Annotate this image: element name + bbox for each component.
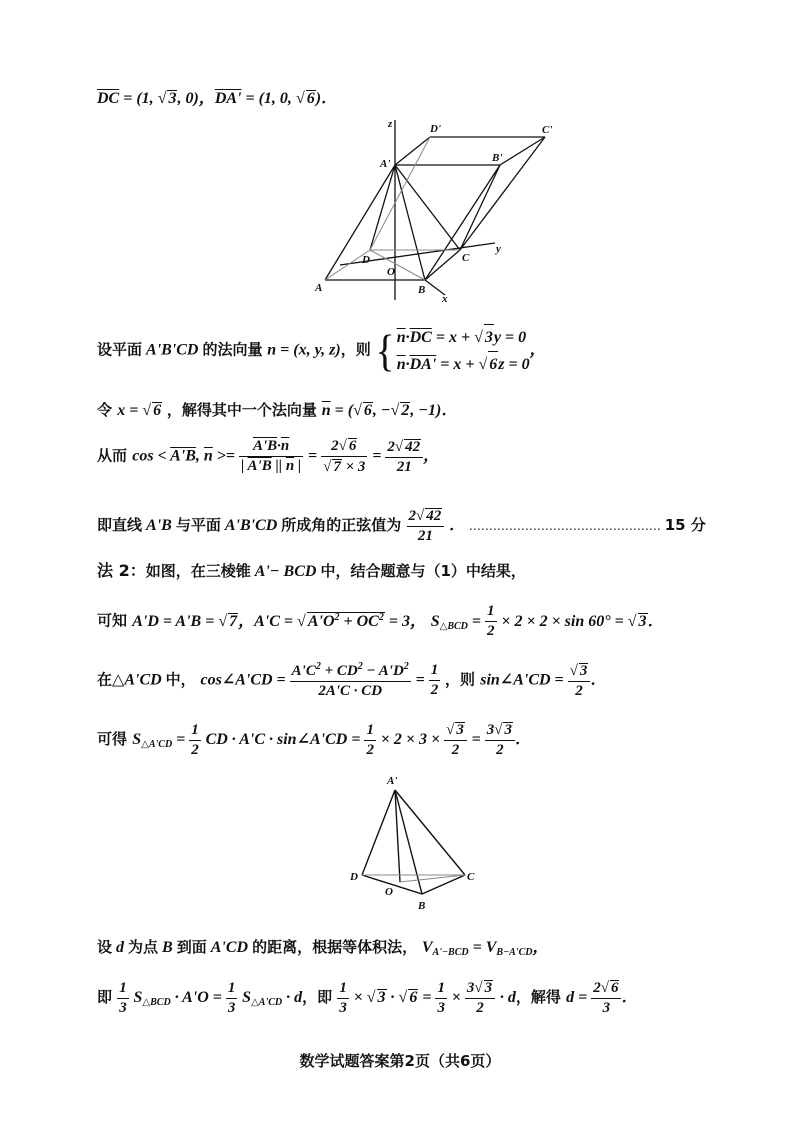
distance-solution-line: 即 $\frac{1}{3}$ $S_{\triangle BCD} \cdot A'O$ = $\frac{1}{3}$ $S_{\triangle A'CD} \cdot d$，即 $\frac{1}{3}$ × √ 3 · √ 6 = $\frac{1}{3}$ × $\frac{3√ 3}{2}$ · d，解得 d = $\frac{2√ 6}{3}$ ． [97, 979, 638, 1016]
parallelepiped-figure [310, 115, 570, 305]
area-ACD-line: 可得 $S_{\triangle A'CD}$ = $\frac{1}{2}$ CD · A'C · sin∠A'CD = $\frac{1}{2}$ × 2 × 3 × $\frac{√ 3}{2}$ = $\frac{3√ 3}{2}$ ． [97, 721, 531, 758]
page-footer: 数学试题答案第2页（共6页） [299, 1052, 501, 1070]
sine-result-line: 即直线 A'B 与平面 A'B'CD 所成角的正弦值为 $\frac{2√ 42}{21}$ ． ………………………………………… 15 分 [97, 508, 706, 544]
edge-DpD [370, 137, 430, 250]
normal-vector-line: 设平面 A'B'CD 的法向量 n = (x, y, z)，则 { $\overline{n}\cdot\overline{DC} = x$ + √ 3y = 0 $\overline{n}\cdot DA' = x$ + √ 6z = 0 ， [97, 324, 546, 377]
method2-heading-line: 法 2：如图，在三棱锥 A'− BCD 中，结合题意与（1）中结果， [97, 561, 526, 580]
label-C: C [462, 252, 470, 264]
label-D: D [350, 871, 358, 883]
label-z: z [388, 118, 393, 130]
cosine-line: 从而 cos < A'B, $\overline{n}$ >= $\frac{A'B\cdot\overline{n}}{| A'B || \overline{n} |}$ = $\frac{2√ 6}{√ 7 \times 3}$ = $\frac{2√ 42}{21}$ ， [97, 438, 440, 475]
solve-normal-line: 令 x = √ 6 ，解得其中一个法向量 $\overline{n}$ = (√ 6, −√ 2, −1)． [97, 401, 458, 419]
label-A: A [315, 282, 323, 294]
label-Cp: C' [542, 124, 553, 136]
edge-ApC [395, 165, 460, 250]
label-Ap: A' [387, 775, 398, 787]
angle-cos-line: 在△A'CD 中， cos∠A'CD = $\frac{A'C^2 + CD^2 - A'D^2}{2A'C \cdot CD}$ = $\frac{1}{2}$ ，则 sin∠A'CD = $\frac{√ 3}{2}$ ． [97, 661, 607, 699]
label-y: y [496, 243, 501, 255]
label-O: O [387, 266, 395, 278]
label-O: O [385, 886, 393, 898]
edge-BC [425, 250, 460, 280]
tetrahedron-figure [345, 772, 485, 922]
edge-BC [422, 875, 465, 894]
label-B: B [418, 900, 426, 912]
label-x: x [442, 293, 448, 305]
edge-ApDp [395, 137, 430, 165]
edge-ApD [362, 790, 395, 875]
label-B: B [418, 284, 426, 296]
lengths-area-line: 可知 A'D = A'B = √ 7，A'C = √ $A'O^2 + OC^2 = 3$， $S_{\triangle BCD}$ = $\frac{1}{2}$ × 2 × 2 × sin 60° = √ 3． [97, 603, 664, 639]
edge-BpCp [500, 137, 545, 165]
edge-CpC [460, 137, 545, 250]
edge-ApD [370, 165, 395, 250]
edge-ApB [395, 165, 425, 280]
label-Bp: B' [492, 152, 503, 164]
edge-OC [400, 875, 465, 882]
label-C: C [467, 871, 475, 883]
label-Dp: D' [430, 123, 441, 135]
distance-definition-line: 设 d 为点 B 到面 A'CD 的距离，根据等体积法， $V_{A'-BCD} = V_{B-A'CD}$， [97, 938, 549, 958]
label-D: D [362, 254, 370, 266]
vector-coordinates-line: $\overline{DC} = (1$, √ 3, 0)，DA' = (1, 0, √ 6)． [97, 90, 338, 107]
edge-BpC [460, 165, 500, 250]
label-Ap: A' [380, 158, 391, 170]
